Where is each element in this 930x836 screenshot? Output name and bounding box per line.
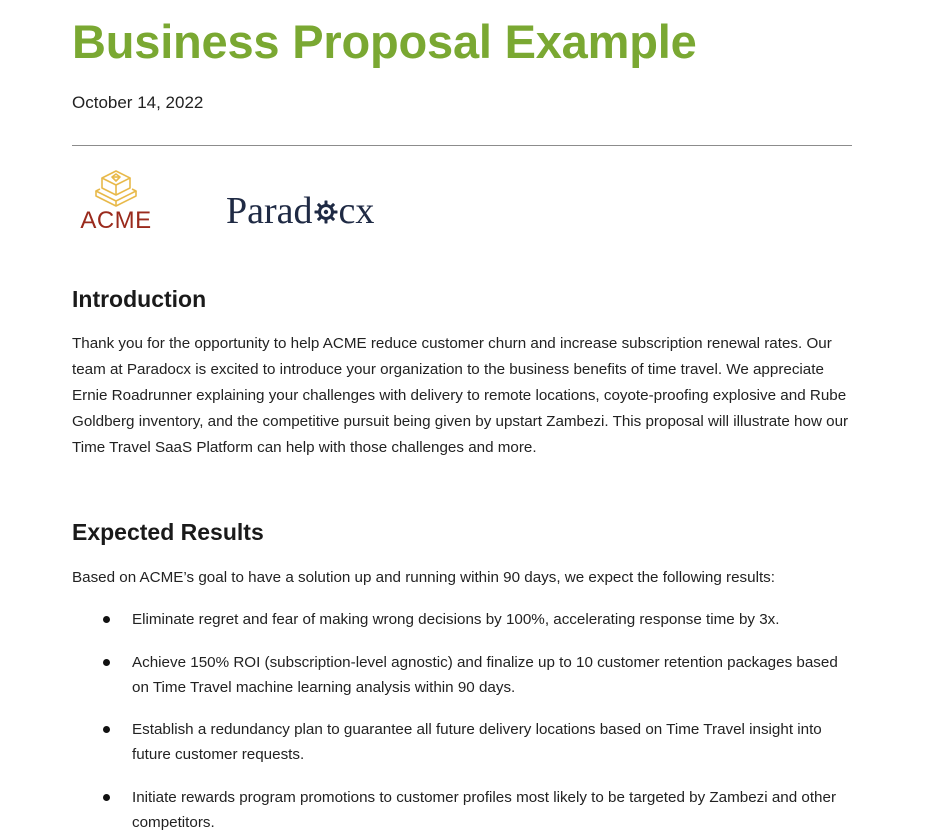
list-item-text: Eliminate regret and fear of making wrong decisions by 100%, accelerating response time by 3x. — [132, 611, 780, 628]
list-item-text: Achieve 150% ROI (subscription-level agnostic) and finalize up to 10 customer retention packages based on Time Travel machine learning analysis within 90 days. — [132, 654, 838, 696]
acme-logo — [78, 168, 154, 238]
list-item — [72, 650, 852, 700]
paradocx-logo-text-after: cx — [338, 190, 375, 232]
list-item-text: Initiate rewards program promotions to customer profiles most likely to be targeted by Zambezi and other competitors. — [132, 789, 837, 831]
paradocx-logo-text-before: Parad — [226, 190, 313, 232]
expected-results-list — [72, 607, 852, 835]
list-item-text: Establish a redundancy plan to guarantee all future delivery locations based on Time Travel insight into future customer requests. — [132, 721, 822, 763]
list-item — [72, 717, 852, 767]
paradocx-logo — [226, 188, 374, 234]
bullet-icon — [103, 616, 110, 623]
acme-gem-box-icon — [92, 168, 140, 208]
list-item — [72, 607, 852, 632]
expected-results-heading: Expected Results — [72, 519, 264, 545]
document-date: October 14, 2022 — [72, 93, 204, 112]
introduction-paragraph: Thank you for the opportunity to help ACME reduce customer churn and increase subscription renewal rates. Our team at Paradocx is excited to introduce your organization to the business benefits of time travel. We appreciate Ernie Roadrunner explaining your challenges with delivery to remote locations, coyote-proofing explosive and Rube Goldberg inventory, and the competitive pursuit being given by upstart Zambezi. This proposal will illustrate how our Time Travel SaaS Platform can help with those challenges and more. — [72, 335, 849, 456]
bullet-icon — [103, 659, 110, 666]
horizontal-divider — [72, 145, 852, 146]
expected-results-lead: Based on ACME’s goal to have a solution up and running within 90 days, we expect the following results: — [72, 569, 775, 586]
gear-icon — [314, 200, 338, 224]
introduction-heading: Introduction — [72, 286, 207, 312]
list-item — [72, 785, 852, 835]
document-title: Business Proposal Example — [72, 15, 697, 68]
bullet-icon — [103, 794, 110, 801]
acme-logo-text: ACME — [80, 207, 152, 234]
bullet-icon — [103, 726, 110, 733]
